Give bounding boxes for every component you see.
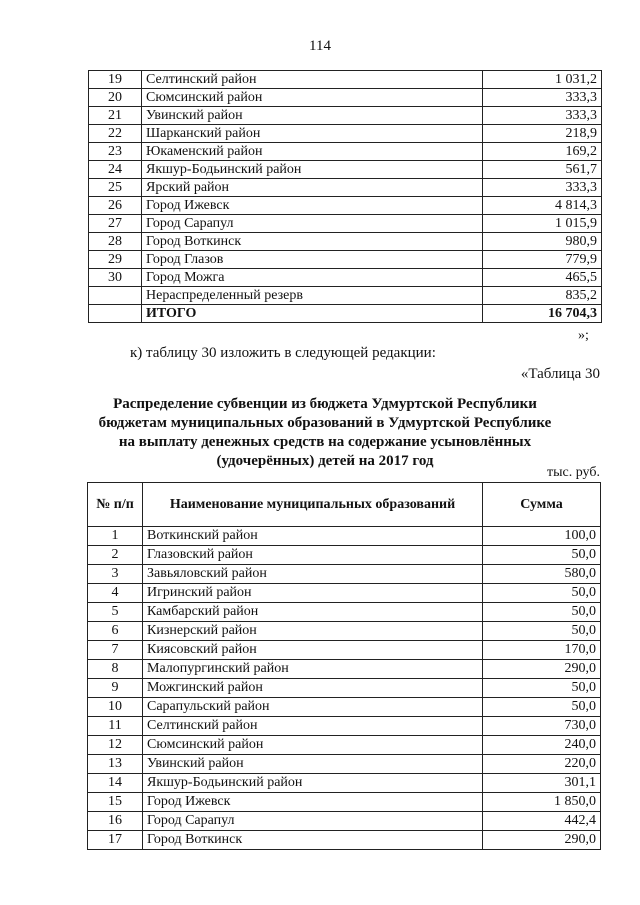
- title-line: бюджетам муниципальных образований в Удмуртской Республике: [98, 415, 552, 431]
- row-value: 50,0: [483, 546, 601, 565]
- row-number: 15: [88, 793, 143, 812]
- row-number: 28: [89, 233, 142, 251]
- table-row: [88, 546, 601, 565]
- table-row: [89, 161, 602, 179]
- row-name: Камбарский район: [143, 603, 483, 622]
- total-label: ИТОГО: [142, 305, 483, 323]
- total-num: [89, 305, 142, 323]
- row-value: 50,0: [483, 679, 601, 698]
- row-number: 5: [88, 603, 143, 622]
- table-header-row: [88, 483, 601, 527]
- row-value: 333,3: [483, 107, 602, 125]
- header-name: Наименование муниципальных образований: [143, 483, 483, 527]
- table-row: [89, 197, 602, 215]
- table-row: [89, 71, 602, 89]
- table-row: [88, 641, 601, 660]
- row-number: 11: [88, 717, 143, 736]
- table-row: [88, 603, 601, 622]
- table-row: [89, 125, 602, 143]
- table-row: [88, 660, 601, 679]
- title-line: на выплату денежных средств на содержание усыновлённых: [118, 434, 532, 450]
- row-number: 2: [88, 546, 143, 565]
- page-number: 114: [309, 38, 331, 54]
- row-value: 50,0: [483, 622, 601, 641]
- table-row: [88, 698, 601, 717]
- row-name: Город Сарапул: [142, 215, 483, 233]
- table-row: [89, 107, 602, 125]
- row-name: Нераспределенный резерв: [142, 287, 483, 305]
- row-number: 21: [89, 107, 142, 125]
- header-num: № п/п: [88, 483, 143, 527]
- table-row: [88, 717, 601, 736]
- table-row: [89, 251, 602, 269]
- row-name: Сарапульский район: [143, 698, 483, 717]
- row-value: 835,2: [483, 287, 602, 305]
- row-value: 290,0: [483, 831, 601, 850]
- table-title: [90, 395, 560, 471]
- row-name: Город Ижевск: [142, 197, 483, 215]
- row-name: Селтинский район: [143, 717, 483, 736]
- row-number: 20: [89, 89, 142, 107]
- row-name: Глазовский район: [143, 546, 483, 565]
- row-number: [89, 287, 142, 305]
- row-number: 4: [88, 584, 143, 603]
- table-row: [88, 679, 601, 698]
- row-number: 3: [88, 565, 143, 584]
- instruction-text: к) таблицу 30 изложить в следующей редакции:: [130, 345, 436, 361]
- closing-quote: »;: [578, 328, 589, 343]
- row-number: 14: [88, 774, 143, 793]
- table-30: [87, 482, 601, 850]
- row-name: Ярский район: [142, 179, 483, 197]
- row-number: 23: [89, 143, 142, 161]
- row-number: 26: [89, 197, 142, 215]
- row-value: 100,0: [483, 527, 601, 546]
- row-value: 218,9: [483, 125, 602, 143]
- row-name: Город Сарапул: [143, 812, 483, 831]
- table-row: [88, 774, 601, 793]
- total-row: [89, 305, 602, 323]
- row-name: Сюмсинский район: [142, 89, 483, 107]
- row-value: 442,4: [483, 812, 601, 831]
- row-number: 13: [88, 755, 143, 774]
- row-value: 980,9: [483, 233, 602, 251]
- row-value: 333,3: [483, 89, 602, 107]
- row-name: Увинский район: [143, 755, 483, 774]
- row-value: 1 015,9: [483, 215, 602, 233]
- row-number: 8: [88, 660, 143, 679]
- row-name: Игринский район: [143, 584, 483, 603]
- table-row: [88, 736, 601, 755]
- table-continuation: [88, 70, 602, 323]
- table-row: [89, 215, 602, 233]
- row-number: 12: [88, 736, 143, 755]
- table-row: [88, 527, 601, 546]
- table-row: [89, 287, 602, 305]
- row-number: 24: [89, 161, 142, 179]
- table-row: [89, 233, 602, 251]
- row-number: 7: [88, 641, 143, 660]
- row-number: 29: [89, 251, 142, 269]
- header-value: Сумма: [483, 483, 601, 527]
- row-value: 50,0: [483, 603, 601, 622]
- table-row: [88, 565, 601, 584]
- title-line: (удочерённых) детей на 2017 год: [216, 453, 434, 469]
- row-value: 169,2: [483, 143, 602, 161]
- row-value: 50,0: [483, 698, 601, 717]
- row-number: 25: [89, 179, 142, 197]
- row-value: 50,0: [483, 584, 601, 603]
- row-value: 220,0: [483, 755, 601, 774]
- row-value: 1 031,2: [483, 71, 602, 89]
- row-name: Сюмсинский район: [143, 736, 483, 755]
- table-row: [88, 622, 601, 641]
- unit-label: тыс. руб.: [547, 465, 600, 480]
- row-name: Город Ижевск: [143, 793, 483, 812]
- row-value: 465,5: [483, 269, 602, 287]
- table-row: [89, 89, 602, 107]
- row-value: 333,3: [483, 179, 602, 197]
- row-name: Кизнерский район: [143, 622, 483, 641]
- total-value: 16 704,3: [483, 305, 602, 323]
- row-value: 730,0: [483, 717, 601, 736]
- table-row: [88, 584, 601, 603]
- row-number: 27: [89, 215, 142, 233]
- table-row: [89, 269, 602, 287]
- row-name: Можгинский район: [143, 679, 483, 698]
- row-name: Юкаменский район: [142, 143, 483, 161]
- row-number: 10: [88, 698, 143, 717]
- table-row: [88, 831, 601, 850]
- row-value: 170,0: [483, 641, 601, 660]
- row-name: Шарканский район: [142, 125, 483, 143]
- table-row: [88, 755, 601, 774]
- row-value: 580,0: [483, 565, 601, 584]
- row-value: 1 850,0: [483, 793, 601, 812]
- row-number: 19: [89, 71, 142, 89]
- row-name: Город Можга: [142, 269, 483, 287]
- row-name: Якшур-Бодьинский район: [143, 774, 483, 793]
- row-value: 561,7: [483, 161, 602, 179]
- row-number: 9: [88, 679, 143, 698]
- row-number: 17: [88, 831, 143, 850]
- table-row: [88, 793, 601, 812]
- row-value: 240,0: [483, 736, 601, 755]
- row-number: 16: [88, 812, 143, 831]
- title-line: Распределение субвенции из бюджета Удмуртской Республики: [113, 396, 537, 412]
- row-name: Селтинский район: [142, 71, 483, 89]
- row-name: Малопургинский район: [143, 660, 483, 679]
- row-value: 301,1: [483, 774, 601, 793]
- row-value: 290,0: [483, 660, 601, 679]
- row-name: Завьяловский район: [143, 565, 483, 584]
- row-number: 30: [89, 269, 142, 287]
- row-name: Город Глазов: [142, 251, 483, 269]
- row-name: Воткинский район: [143, 527, 483, 546]
- row-value: 4 814,3: [483, 197, 602, 215]
- table-row: [88, 812, 601, 831]
- row-name: Город Воткинск: [143, 831, 483, 850]
- row-name: Якшур-Бодьинский район: [142, 161, 483, 179]
- row-name: Киясовский район: [143, 641, 483, 660]
- table-reference: «Таблица 30: [520, 366, 600, 382]
- table-row: [89, 143, 602, 161]
- row-name: Увинский район: [142, 107, 483, 125]
- row-number: 1: [88, 527, 143, 546]
- row-number: 6: [88, 622, 143, 641]
- row-number: 22: [89, 125, 142, 143]
- row-value: 779,9: [483, 251, 602, 269]
- table-row: [89, 179, 602, 197]
- row-name: Город Воткинск: [142, 233, 483, 251]
